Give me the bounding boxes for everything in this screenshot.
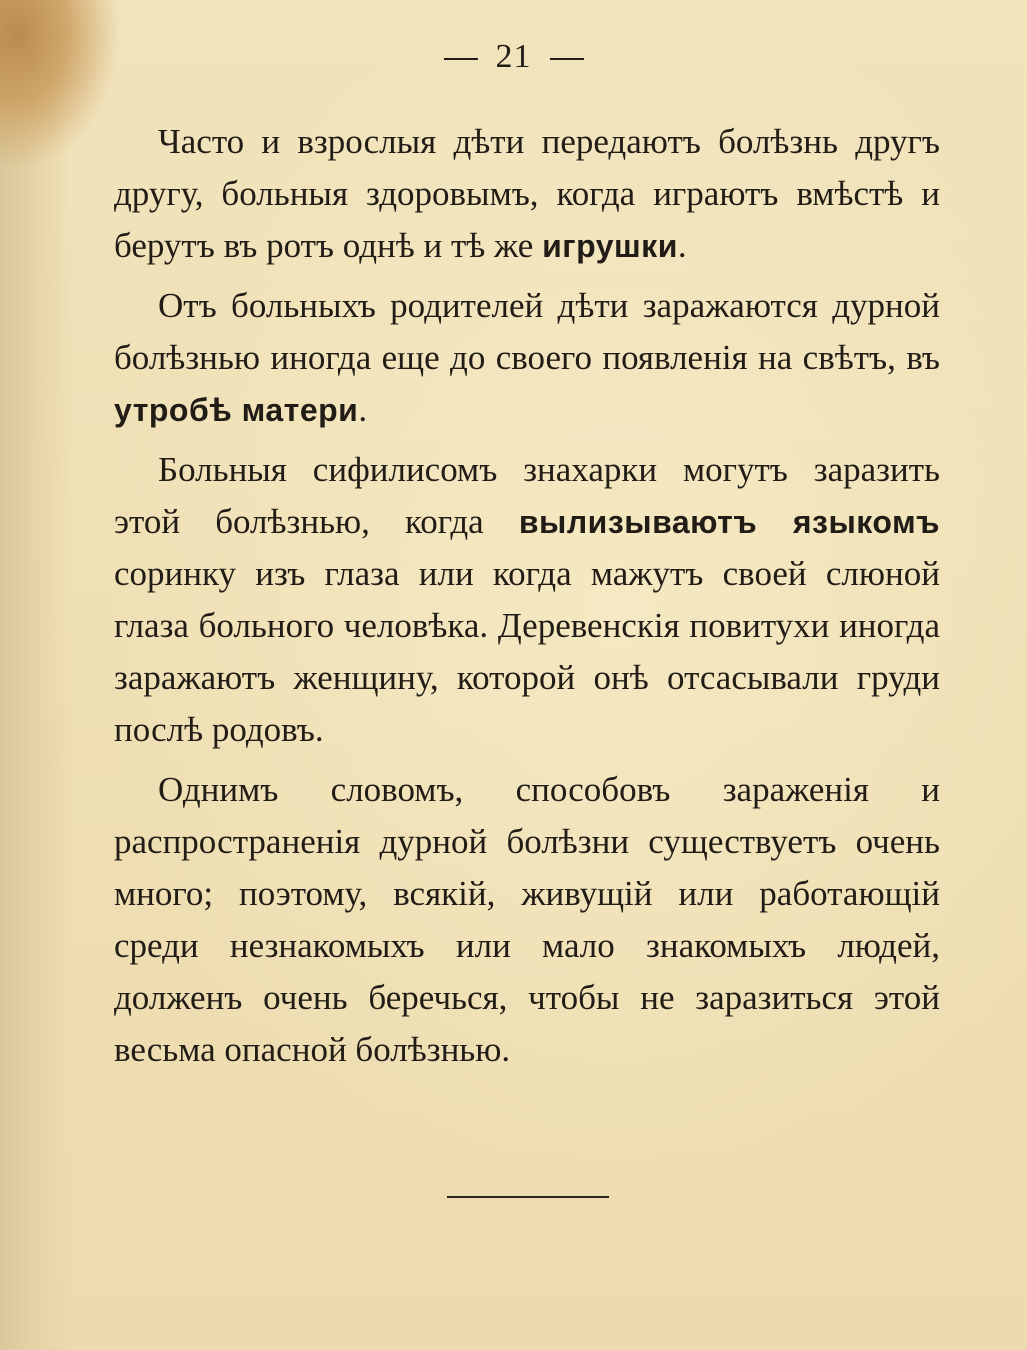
emphasized-text: утробѣ матери [114, 392, 359, 428]
page-gutter-shadow [0, 0, 72, 1350]
paragraph-text: Часто и взрослыя дѣти передаютъ болѣзнь другъ другу, больныя здоровымъ, когда играютъ вмѣстѣ и берутъ въ ротъ однѣ и тѣ же [114, 122, 940, 265]
page-number [0, 38, 1027, 76]
paragraph [114, 764, 940, 1076]
end-section-rule [447, 1196, 609, 1198]
paragraph-text: . [677, 226, 687, 265]
emphasized-text: вылизываютъ языкомъ [518, 504, 941, 540]
paragraph [114, 444, 940, 756]
paragraph-text: Больныя сифилисомъ знахарки могутъ заразить этой болѣзнью, когда [114, 450, 940, 541]
page-number-right-dash [550, 58, 584, 60]
paragraph [114, 116, 940, 272]
paragraph-text: соринку изъ глаза или когда мажутъ своей слюной глаза больного человѣка. Деревенскія повитухи иногда заражаютъ женщину, которой онѣ отсасывали груди послѣ родовъ. [114, 554, 940, 749]
paragraph-text: . [358, 390, 368, 429]
paragraph [114, 280, 940, 436]
body-text [114, 116, 940, 1084]
page-number-text: 21 [495, 38, 532, 75]
torn-corner-stain [0, 0, 120, 170]
paragraph-text: Однимъ словомъ, способовъ зараженія и распространенія дурной болѣзни существуетъ очень много; поэтому, всякій, живущій или работающій среди незнакомыхъ или мало знакомыхъ людей, долженъ очень беречься, чтобы не заразиться этой весьма опасной болѣзнью. [114, 770, 940, 1069]
emphasized-text: игрушки [542, 228, 678, 264]
paragraph-text: Отъ больныхъ родителей дѣти заражаются дурной болѣзнью иногда еще до своего появленія на свѣтъ, въ [114, 286, 940, 377]
page-number-left-dash [444, 58, 478, 60]
